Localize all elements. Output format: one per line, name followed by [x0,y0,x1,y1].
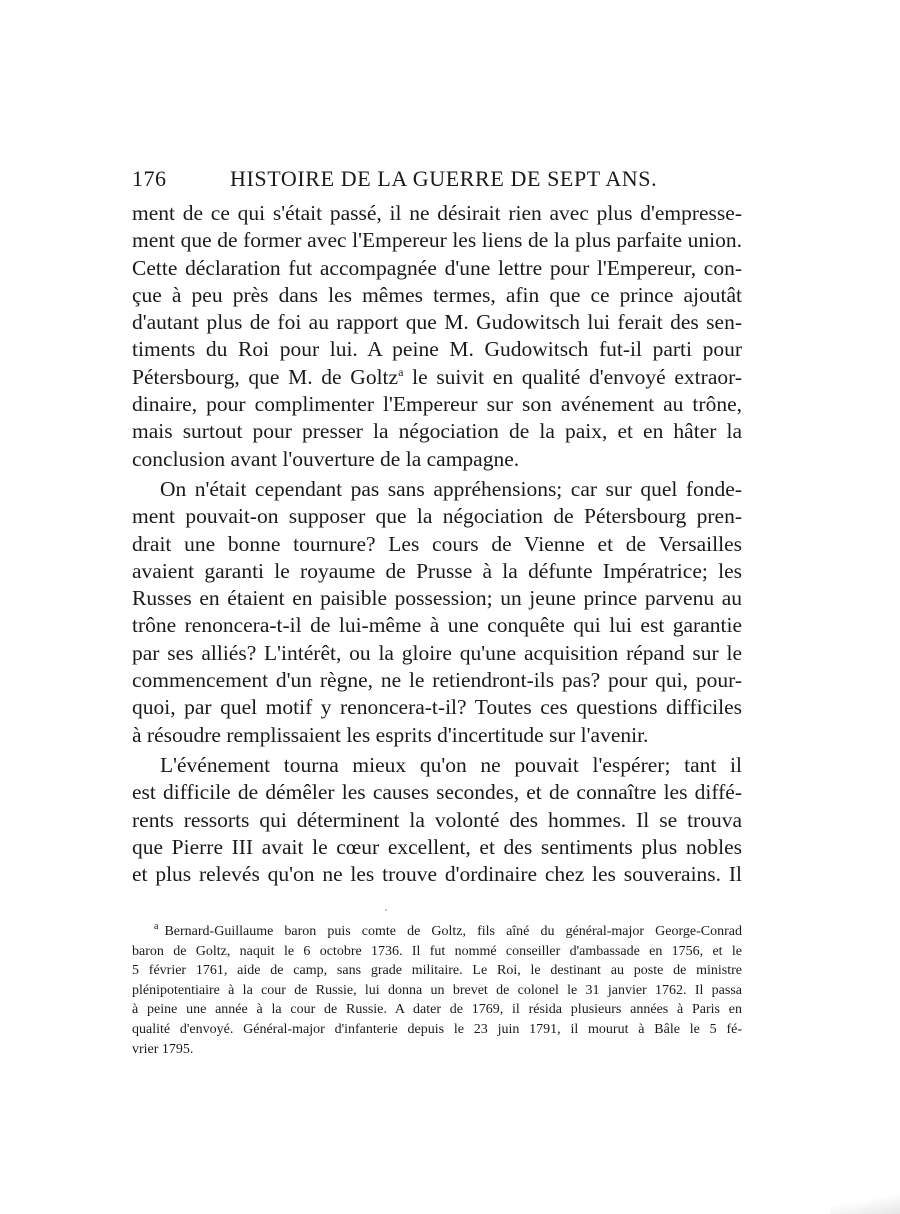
text-line: que Pierre III avait le cœur excellent, et des sentiments plus nobles [132,834,742,859]
text-line: avaient garanti le royaume de Prusse à la défunte Impératrice; les [132,558,742,583]
body-text [132,200,742,888]
footnote-line: à peine une année à la cour de Russie. A dater de 1769, il résida plusieurs années à Paris en [132,1002,742,1018]
footnote-reference: a [398,364,404,379]
text-line: ment de ce qui s'était passé, il ne désirait rien avec plus d'empresse- [132,201,742,225]
text-segment: Pétersbourg, que M. de Goltz [132,364,399,389]
footnote-line: vrier 1795. [132,1041,194,1057]
paragraph [132,200,742,473]
text-line: Cette déclaration fut accompagnée d'une lettre pour l'Empereur, con- [132,255,742,280]
text-line: quoi, par quel motif y renoncera-t-il? Toutes ces questions difficiles [132,695,742,720]
text-line: L'événement tourna mieux qu'on ne pouvait l'espérer; tant il [160,752,742,777]
text-line: d'autant plus de foi au rapport que M. Gudowitsch lui ferait des sen- [132,310,742,335]
text-line: rents ressorts qui déterminent la volonté des hommes. Il se trouva [132,807,742,832]
text-line: à résoudre remplissaient les esprits d'incertitude sur l'avenir. [132,722,649,747]
text-line: conclusion avant l'ouverture de la campagne. [132,446,520,471]
footnote-line: 5 février 1761, aide de camp, sans grade militaire. Le Roi, le destinant au poste de ministre [132,963,742,979]
footnote-line: plénipotentiaire à la cour de Russie, lui donna un brevet de colonel le 31 janvier 1762. Il passa [132,982,742,998]
text-segment: le suivit en qualité d'envoyé extraor- [403,364,742,389]
text-line: commencement d'un règne, ne le retiendront-ils pas? pour qui, pour- [132,668,742,693]
footnote [132,922,742,1059]
paragraph [132,752,742,888]
text-line: trône renoncera-t-il de lui-même à une conquête qui lui est garantie [132,613,742,638]
text-line: Russes en étaient en paisible possession; un jeune prince parvenu au [132,586,742,611]
footnote-line [132,922,742,942]
footnote-line: baron de Goltz, naquit le 6 octobre 1736. Il fut nommé conseiller d'ambassade en 1756, et le [132,943,742,959]
running-head [132,166,742,196]
text-line: timents du Roi pour lui. A peine M. Gudowitsch fut-il parti pour [132,337,742,362]
page-corner-shadow [830,1192,900,1214]
text-line: ment pouvait-on supposer que la négociation de Pétersbourg pren- [132,504,742,529]
text-line [132,364,742,391]
text-segment: Bernard-Guillaume baron puis comte de Goltz, fils aîné du général-major George-Conrad [164,924,742,939]
text-line: On n'était cependant pas sans appréhensions; car sur quel fonde- [160,476,742,501]
page-number: 176 [132,166,167,191]
text-line: et plus relevés qu'on ne les trouve d'ordinaire chez les souverains. Il [132,862,742,887]
running-title: HISTOIRE DE LA GUERRE DE SEPT ANS. [230,166,658,191]
text-line: mais surtout pour presser la négociation de la paix, et en hâter la [132,419,742,444]
text-line: est difficile de démêler les causes secondes, et de connaître les diffé- [132,780,742,805]
text-line: dinaire, pour complimenter l'Empereur sur son avénement au trône, [132,392,742,417]
text-line: çue à peu près dans les mêmes termes, afin que ce prince ajoutât [132,282,742,307]
paragraph [132,476,742,749]
text-line: drait une bonne tournure? Les cours de Vienne et de Versailles [132,531,742,556]
footnote-line: qualité d'envoyé. Général-major d'infanterie depuis le 23 juin 1791, il mourut à Bâle le 5 fé- [132,1021,742,1037]
separator-mark [385,909,387,911]
text-line: par ses alliés? L'intérêt, ou la gloire qu'une acquisition répand sur le [132,640,742,665]
footnote-marker: a [154,922,159,933]
text-line: ment que de former avec l'Empereur les liens de la plus parfaite union. [132,228,742,253]
